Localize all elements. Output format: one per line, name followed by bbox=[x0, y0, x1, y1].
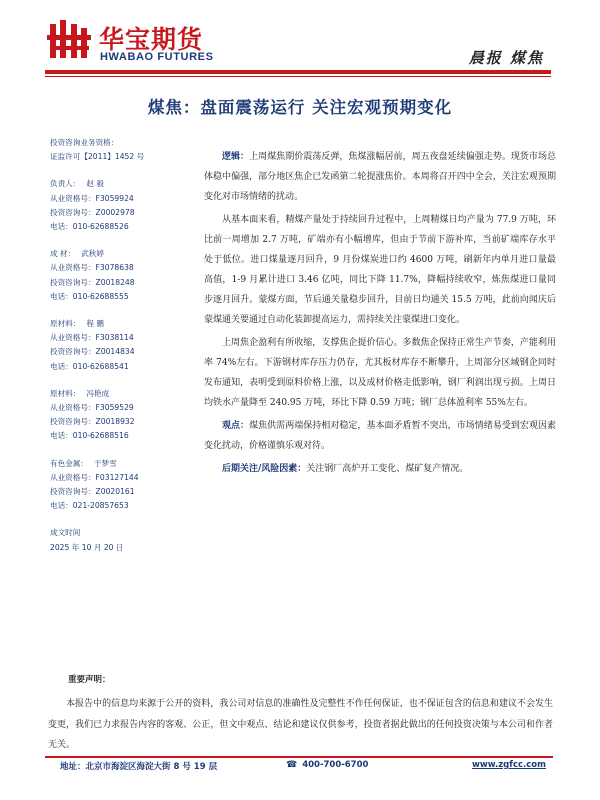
company-website-link[interactable]: www.zgfcc.com bbox=[471, 760, 546, 770]
analyst-name: 武秋婷 bbox=[81, 249, 104, 259]
analyst-name: 于梦雪 bbox=[93, 458, 117, 468]
disclaimer-title: 重要声明： bbox=[68, 675, 111, 685]
advisory-number: 投资咨询号：Z0018932 bbox=[50, 417, 135, 427]
logic-label: 逻辑： bbox=[222, 152, 250, 162]
analyst-block bbox=[50, 317, 220, 374]
analyst-name: 程 鹏 bbox=[86, 319, 104, 329]
license-block bbox=[50, 136, 220, 164]
analyst-phone: 电话：010-62688555 bbox=[50, 291, 129, 301]
company-logo bbox=[47, 20, 227, 63]
risk-label: 后期关注/风险因素： bbox=[222, 464, 307, 474]
analyst-block bbox=[50, 457, 220, 514]
logic-paragraph bbox=[204, 147, 556, 207]
logic-text: 上周煤焦期价震荡反弹，焦煤涨幅居前，周五夜盘延续偏强走势。现货市场总体稳中偏强，部分地区焦企已发函第二轮提涨焦价。本周将召开四中全会，关注宏观预期变化对市场情绪的扰动。 bbox=[204, 152, 556, 202]
practice-number: 从业资格号：F3059924 bbox=[50, 193, 134, 203]
company-address: 地址：北京市海淀区海淀大街 8 号 19 层 bbox=[60, 762, 218, 772]
analyst-block bbox=[50, 247, 220, 304]
company-phone bbox=[286, 760, 368, 770]
analyst-role: 负责人： bbox=[50, 179, 81, 189]
license-number: 证监许可【2011】1452 号 bbox=[50, 152, 145, 162]
analyst-phone: 电话：010-62688541 bbox=[50, 361, 129, 371]
view-label: 观点： bbox=[222, 421, 250, 431]
analyst-role: 成 材： bbox=[50, 249, 76, 259]
practice-number: 从业资格号：F3059529 bbox=[50, 403, 134, 413]
report-type: 晨报 煤焦 bbox=[468, 49, 544, 67]
advisory-number: 投资咨询号：Z0014834 bbox=[50, 347, 135, 357]
analyst-block bbox=[50, 177, 220, 234]
footer-divider bbox=[45, 756, 553, 758]
phone-number: 400-700-6700 bbox=[302, 760, 369, 770]
header-divider-thin bbox=[45, 76, 551, 77]
practice-number: 从业资格号：F3038114 bbox=[50, 333, 134, 343]
analyst-name: 赵 毅 bbox=[86, 179, 104, 189]
logo-english-name: HWABAO FUTURES bbox=[100, 51, 214, 63]
report-body bbox=[204, 147, 556, 482]
advisory-number: 投资咨询号：Z0018248 bbox=[50, 277, 135, 287]
analyst-phone: 电话：010-62688526 bbox=[50, 222, 129, 232]
phone-icon: ☎ bbox=[286, 760, 298, 770]
risk-text: 关注钢厂高炉开工变化、煤矿复产情况。 bbox=[306, 464, 469, 474]
report-title: 煤焦：盘面震荡运行 关注宏观预期变化 bbox=[147, 98, 453, 117]
practice-number: 从业资格号：F03127144 bbox=[50, 472, 139, 482]
date-label: 成文时间 bbox=[50, 528, 81, 538]
report-date: 2025 年 10 月 20 日 bbox=[50, 542, 124, 552]
logo-mark-icon bbox=[47, 20, 93, 60]
logo-chinese-name: 华宝期货 bbox=[99, 25, 204, 54]
practice-number: 从业资格号：F3078638 bbox=[50, 263, 134, 273]
disclaimer-text: 本报告中的信息均来源于公开的资料，我公司对信息的准确性及完整性不作任何保证，也不保证包含的信息和建议不会发生变更，我们已力求报告内容的客观、公正，但文中观点、结论和建议仅供参考，投资者据此做出的任何投资决策与本公司和作者无关。 bbox=[48, 699, 553, 750]
fundamentals-paragraph: 从基本面来看，精煤产量处于持续回升过程中，上周精煤日均产量为 77.9 万吨，环比前一周增加 2.7 万吨，矿端亦有小幅增库，但由于节前下游补库，当前矿端库存水平处于低位。进口煤量逐月回升，9 月份煤炭进口约 4600 万吨，刷新年内单月进口量最高值，1-9 月累计进口 3.46 亿吨，同比下降 11.7%，降幅持续收窄，炼焦煤进口量同步逐月回升。蒙煤方面，节后通关量稳步回升，目前日均通关 15.5 万吨，此前向闻庆后蒙煤通关要通过自动化装卸提高运力，需持续关注蒙煤进口变化。 bbox=[204, 215, 556, 325]
page-footer bbox=[60, 760, 552, 776]
risk-paragraph bbox=[204, 459, 556, 479]
analyst-block bbox=[50, 387, 220, 444]
analyst-role: 原材料： bbox=[50, 388, 81, 398]
header-divider bbox=[45, 70, 551, 74]
advisory-number: 投资咨询号：Z0002978 bbox=[50, 207, 135, 217]
coking-paragraph: 上周焦企盈利有所收缩，支撑焦企提价信心。多数焦企保持正常生产节奏，产能利用率 74%左右。下游钢材库存压力仍存，尤其板材库存不断攀升，上周部分区域钢企同时发布通知，表明受到原料价格上涨，以及成材价格走低影响，钢厂利润出现亏损。上周日均铁水产量降至 240.95 万吨，环比下降 0.59 万吨；钢厂总体盈利率 55%左右。 bbox=[204, 338, 556, 408]
analyst-phone: 电话：021-20857653 bbox=[50, 501, 129, 511]
view-paragraph bbox=[204, 416, 556, 456]
advisory-number: 投资咨询号：Z0020161 bbox=[50, 487, 135, 497]
analyst-role: 原材料： bbox=[50, 319, 81, 329]
license-label: 投资咨询业务资格： bbox=[50, 138, 119, 147]
analyst-phone: 电话：010-62688516 bbox=[50, 431, 129, 441]
view-text: 煤焦供需两端保持相对稳定，基本面矛盾暂不突出，市场情绪易受到宏观因素变化扰动，价格谨慎乐观对待。 bbox=[204, 421, 556, 451]
analyst-name: 冯艳成 bbox=[86, 388, 110, 398]
date-block bbox=[50, 526, 220, 554]
analyst-role: 有色金属： bbox=[50, 458, 88, 468]
analyst-sidebar bbox=[50, 136, 220, 568]
